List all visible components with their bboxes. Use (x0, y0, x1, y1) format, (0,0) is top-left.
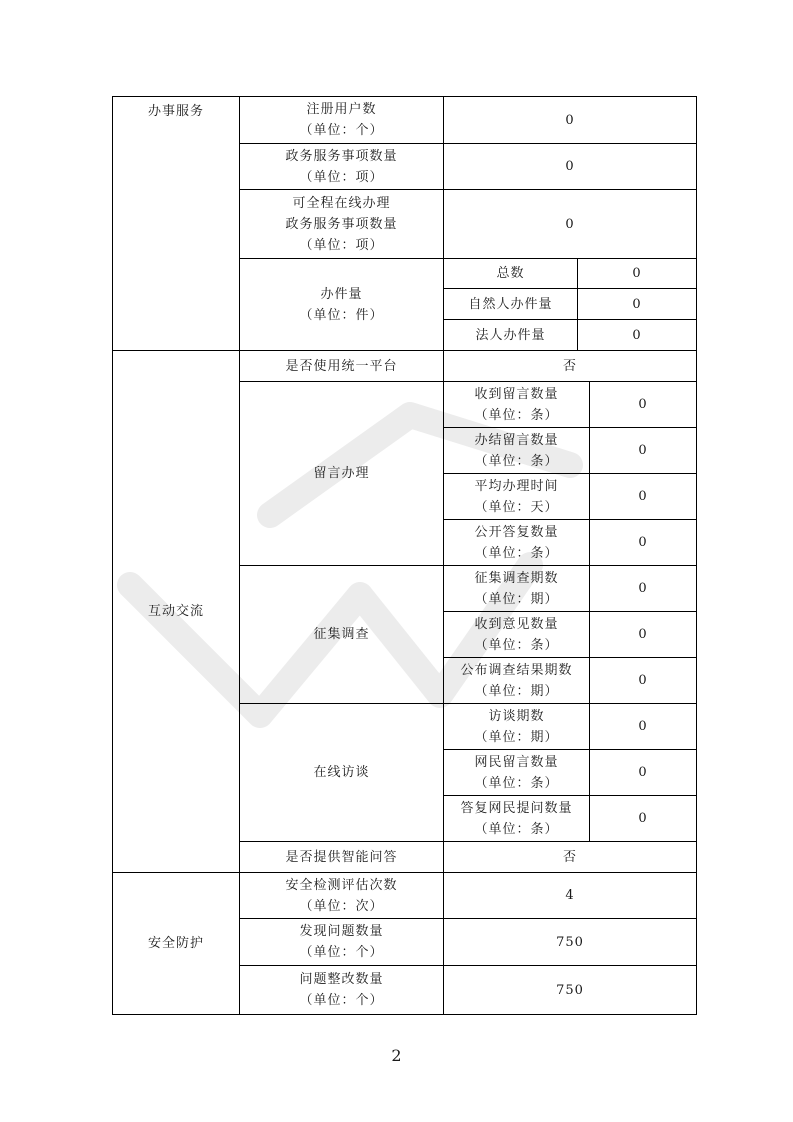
item-value: 0 (444, 144, 697, 190)
sub-value: 0 (590, 566, 697, 612)
item-value: 4 (444, 873, 697, 919)
sub-label: 征集调查期数 （单位：期） (444, 566, 590, 612)
item-label: 可全程在线办理 政务服务事项数量 （单位：项） (240, 190, 444, 259)
group-messages: 留言办理 (240, 382, 444, 566)
item-label: 是否使用统一平台 (240, 351, 444, 382)
table-row (113, 97, 697, 144)
sub-value: 0 (590, 520, 697, 566)
item-value: 750 (444, 966, 697, 1015)
sub-value: 0 (590, 750, 697, 796)
item-label: 注册用户数 （单位：个） (240, 97, 444, 144)
sub-label: 公布调查结果期数 （单位：期） (444, 658, 590, 704)
sub-label: 办结留言数量 （单位：条） (444, 428, 590, 474)
sub-value: 0 (590, 382, 697, 428)
group-survey: 征集调查 (240, 566, 444, 704)
table-row (113, 351, 697, 382)
sub-value: 0 (578, 259, 697, 289)
item-label: 发现问题数量 （单位：个） (240, 919, 444, 966)
page-number: 2 (391, 1046, 402, 1065)
sub-value: 0 (590, 658, 697, 704)
item-label: 是否提供智能问答 (240, 842, 444, 873)
sub-value: 0 (590, 704, 697, 750)
table-row (113, 873, 697, 919)
sub-value: 0 (578, 320, 697, 351)
sub-value: 0 (590, 796, 697, 842)
item-label: 问题整改数量 （单位：个） (240, 966, 444, 1015)
sub-label: 网民留言数量 （单位：条） (444, 750, 590, 796)
sub-label: 访谈期数 （单位：期） (444, 704, 590, 750)
item-label: 安全检测评估次数 （单位：次） (240, 873, 444, 919)
sub-label: 公开答复数量 （单位：条） (444, 520, 590, 566)
item-value: 0 (444, 97, 697, 144)
item-value: 否 (444, 842, 697, 873)
sub-label: 答复网民提问数量 （单位：条） (444, 796, 590, 842)
group-interview: 在线访谈 (240, 704, 444, 842)
sub-label: 收到留言数量 （单位：条） (444, 382, 590, 428)
sub-value: 0 (578, 289, 697, 320)
sub-value: 0 (590, 612, 697, 658)
sub-value: 0 (590, 474, 697, 520)
sub-label: 总数 (444, 259, 578, 289)
sub-label: 收到意见数量 （单位：条） (444, 612, 590, 658)
category-service: 办事服务 (113, 97, 240, 351)
item-value: 0 (444, 190, 697, 259)
item-value: 否 (444, 351, 697, 382)
sub-value: 0 (590, 428, 697, 474)
report-table (112, 96, 697, 1015)
item-label: 办件量 （单位：件） (240, 259, 444, 351)
item-value: 750 (444, 919, 697, 966)
sub-label: 平均办理时间 （单位：天） (444, 474, 590, 520)
item-label: 政务服务事项数量 （单位：项） (240, 144, 444, 190)
category-security: 安全防护 (113, 873, 240, 1015)
category-interaction: 互动交流 (113, 351, 240, 873)
sub-label: 自然人办件量 (444, 289, 578, 320)
sub-label: 法人办件量 (444, 320, 578, 351)
